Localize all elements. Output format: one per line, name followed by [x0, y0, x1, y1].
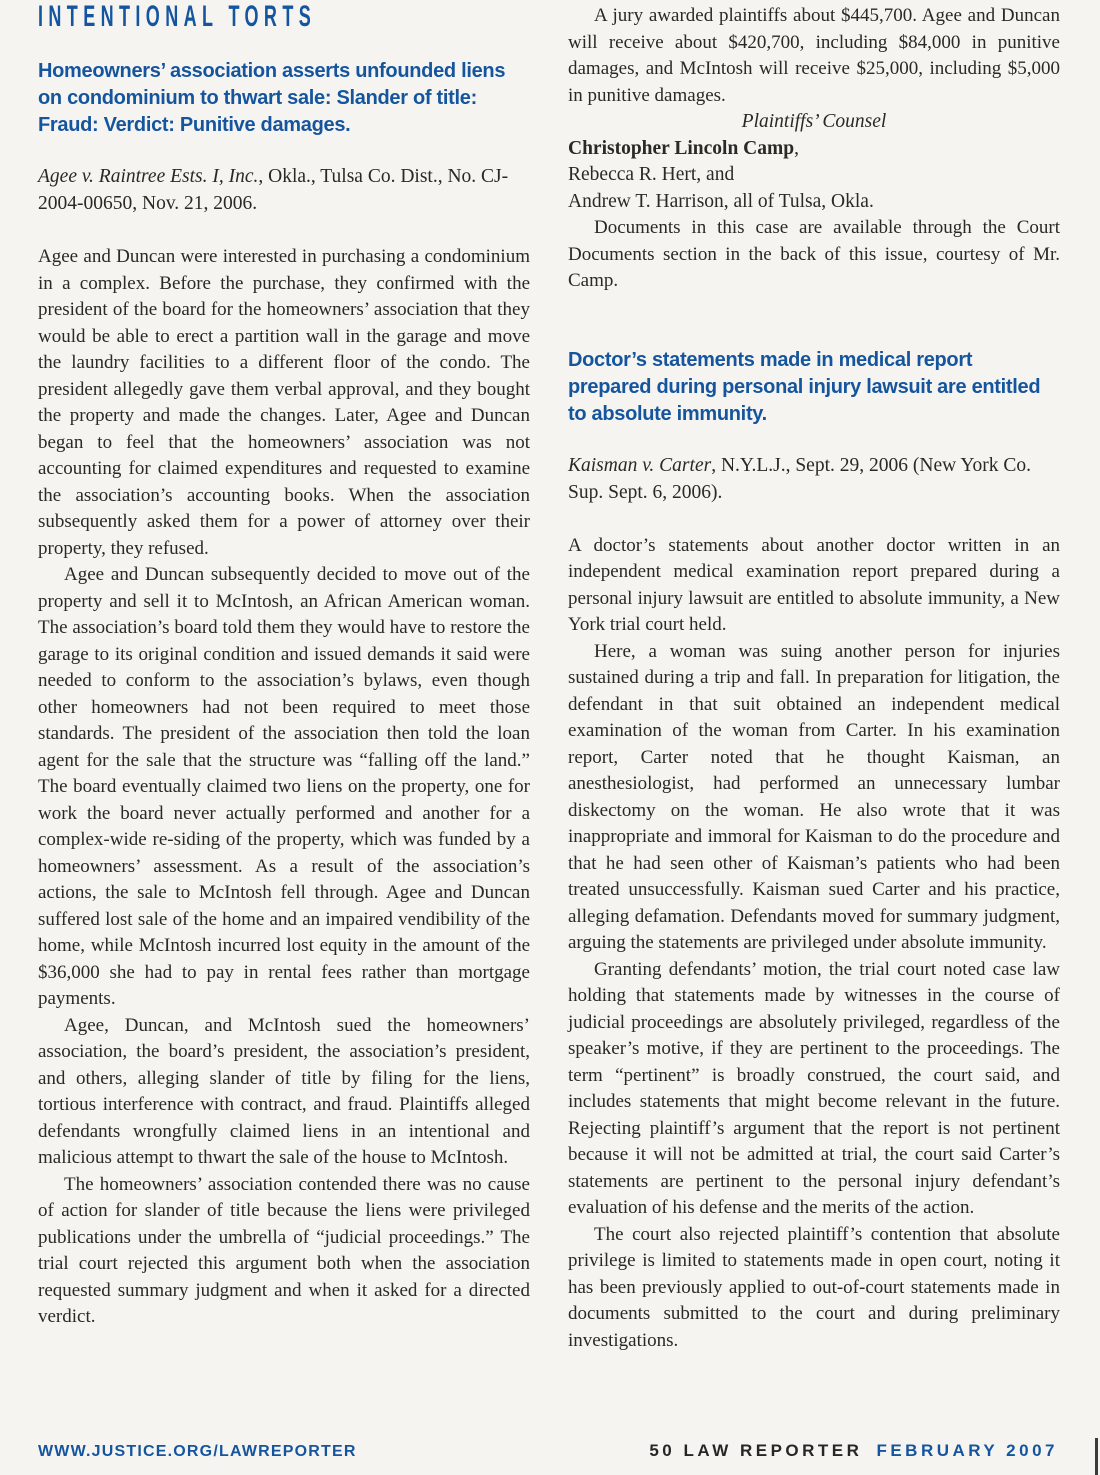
paragraph: The homeowners’ association contended there was no cause of action for slander of title because the liens were privileged publications under the umbrella of “judicial proceedings.” The trial court rejected this argument both when the association requested summary judgment and when it asked for a directed verdict.: [38, 1173, 530, 1327]
paragraph: Agee, Duncan, and McIntosh sued the homeowners’ association, the board’s president, the association’s president, and others, alleging slander of title by filing for the liens, tortious interference with contract, and fraud. Plaintiffs alleged defendants wrongfully claimed liens in an intentional and malicious attempt to thwart the sale of the house to McIntosh.: [38, 1014, 530, 1168]
article-2-headline: Doctor’s statements made in medical report prepared during personal injury lawsuit are entitled to absolute immunity.: [568, 348, 1041, 425]
paragraph: A doctor’s statements about another doctor written in an independent medical examination report prepared during a personal injury lawsuit are entitled to absolute immunity, a New York trial court held.: [568, 534, 1060, 635]
counsel-name-bold: Christopher Lincoln Camp: [568, 137, 795, 159]
paragraph: Agee and Duncan subsequently decided to move out of the property and sell it to McIntosh, an African American woman. The association’s board told them they would have to restore the garage to its original condition and issued demands it said were needed to conform to the association’s bylaws, even though other homeowners had not been required to meet those standards. The president of the association then told the loan agent for the sale that the structure was “falling off the land.” The board eventually claimed two liens on the property, one for work the board never actually performed and another for a complex-wide re-siding of the property, which was funded by a homeowners’ assessment. As a result of the association’s actions, the sale to McIntosh fell through. Agee and Duncan suffered lost sale of the home and an impaired vendibility of the home, while McIntosh incurred lost equity in the amount of the $36,000 she had to pay in rental fees rather than mortgage payments.: [38, 564, 530, 1009]
article-1-body: [38, 244, 530, 1331]
case-name: Kaisman v. Carter: [568, 454, 712, 476]
footer-page-and-publication: 50 LAW REPORTER: [649, 1441, 863, 1460]
article-1-headline: Homeowners’ association asserts unfounded liens on condominium to thwart sale: Slander of title: Fraud: Verdict: Punitive damages.: [38, 60, 506, 136]
paragraph: A jury awarded plaintiffs about $445,700. Agee and Duncan will receive about $420,700, including $84,000 in punitive damages, and McIntosh will receive $25,000, including $5,000 in punitive damages.: [568, 5, 1060, 106]
footer-publication-block: [649, 1441, 1058, 1461]
article-1-continuation: [568, 3, 1060, 109]
paragraph: The court also rejected plaintiff’s contention that absolute privilege is limited to statements made in open court, noting it has been previously applied to out-of-court statements made in documents submitted to the court and during preliminary investigations.: [568, 1223, 1060, 1351]
counsel-name: Andrew T. Harrison, all of Tulsa, Okla.: [568, 190, 874, 212]
counsel-name-primary: [568, 136, 1060, 163]
article-2-body: [568, 533, 1060, 1355]
citation-details: , Okla., Tulsa Co. Dist., No. CJ-2004-00650, Nov. 21, 2006.: [38, 166, 509, 214]
footer-website-url: WWW.JUSTICE.ORG/LAWREPORTER: [38, 1443, 357, 1460]
article-1-documents-note: [568, 215, 1060, 295]
paragraph: Granting defendants’ motion, the trial court noted case law holding that statements made by witnesses in the course of judicial proceedings are absolutely privileged, regardless of the speaker’s motive, if they are pertinent to the proceedings. The term “pertinent” is broadly construed, the court said, and includes statements that might become relevant in the future. Rejecting plaintiff’s argument that the report is not pertinent because it will not be admitted at trial, the court said Carter’s statements are pertinent to the personal injury defendant’s evaluation of his defense and the merits of the action.: [568, 958, 1060, 1218]
article-2-citation: [568, 452, 1060, 506]
citation-details: , N.Y.L.J., Sept. 29, 2006 (New York Co. Sup. Sept. 6, 2006).: [568, 454, 1031, 503]
footer-issue-date: FEBRUARY 2007: [876, 1441, 1058, 1460]
case-name: Agee v. Raintree Ests. I, Inc.: [38, 166, 259, 187]
counsel-name: Rebecca R. Hert, and: [568, 164, 735, 185]
counsel-name-suffix: ,: [794, 137, 799, 159]
counsel-label: Plaintiffs’ Counsel: [741, 111, 887, 132]
paragraph: Agee and Duncan were interested in purchasing a condominium in a complex. Before the purchase, they confirmed with the president of the board for the homeowners’ association that they would be able to erect a partition wall in the garage and move the laundry facilities to a different floor of the condo. The president allegedly gave them verbal approval, and they bought the property and made the changes. Later, Agee and Duncan began to feel that the homeowners’ association was not accounting for claimed expenditures and requested to examine the association’s accounting books. When the association subsequently asked them for a power of attorney over their property, they refused.: [38, 246, 530, 559]
section-kicker: INTENTIONAL TORTS: [38, 0, 317, 33]
article-1-citation: [38, 163, 530, 217]
page-footer: [38, 1441, 1072, 1461]
paragraph: Documents in this case are available through the Court Documents section in the back of this issue, courtesy of Mr. Camp.: [568, 217, 1060, 291]
left-column: [38, 0, 530, 1331]
right-column: [568, 0, 1060, 1354]
page-edge-mark: [1095, 1438, 1098, 1475]
paragraph: Here, a woman was suing another person for injuries sustained during a trip and fall. In preparation for litigation, the defendant in that suit obtained an independent medical examination of the woman from Carter. In his examination report, Carter noted that he thought Kaisman, an anesthesiologist, had performed an unnecessary lumbar diskectomy on the woman. He also wrote that it was inappropriate and immoral for Kaisman to do the procedure and that he had seen other of Kaisman’s patients who had been treated unsuccessfully. Kaisman sued Carter and his practice, alleging defamation. Defendants moved for summary judgment, arguing the statements are privileged under absolute immunity.: [568, 640, 1060, 953]
